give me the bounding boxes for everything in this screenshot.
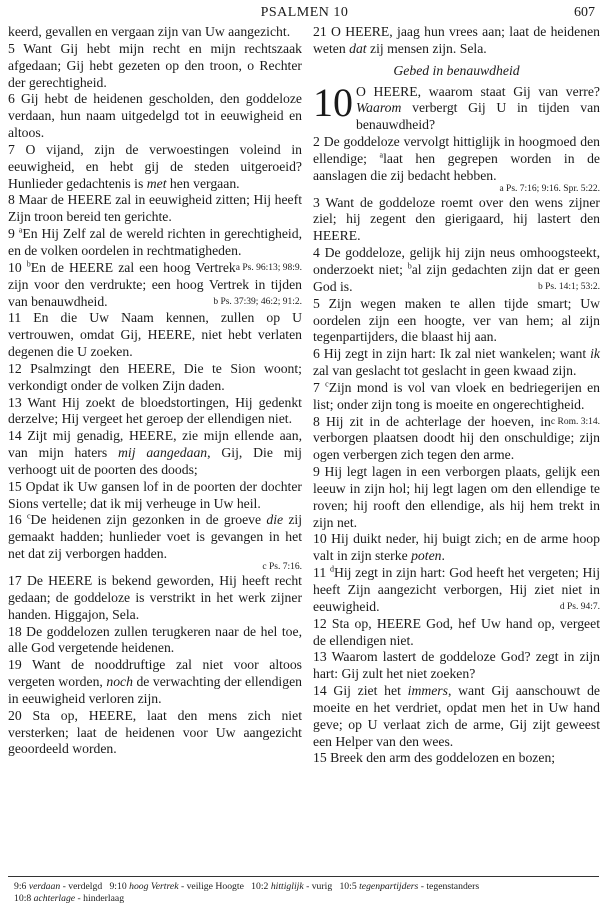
page-header (14, 5, 595, 25)
verse-9-7: 7 O vijand, zijn de verwoestingen voleind in eeuwigheid, en hebt gij de steden uitgeroeid? Hunlieder gedachtenis is met hen vergaan. (8, 141, 302, 191)
cross-reference: b Ps. 37:39; 46:2; 91:2. (213, 296, 302, 307)
footnote-divider (8, 876, 599, 877)
left-column (8, 24, 302, 758)
verse-9-18: 18 De goddelozen zullen terugkeren naar de hel toe, alle God vergetende heidenen. (8, 623, 302, 656)
chapter-title: PSALMEN 10 (260, 5, 349, 20)
verse-10-11: 11 $^d$Hij zegt in zijn hart: God heeft het vergeten; Hij heeft Zijn aangezicht verborgen, Hij ziet niet in eeuwigheid. d Ps. 94:7. (313, 564, 600, 614)
footnote: 9:6 verdaan - verdelgd (14, 881, 103, 892)
footnotes (14, 881, 599, 905)
verse-9-20: 20 Sta op, HEERE, laat den mens zich niet versterken; laat de heidenen voor Uw aangezicht geoordeeld worden. (8, 707, 302, 757)
verse-10-4: 4 De goddeloze, gelijk hij zijn neus omhoogsteekt, onderzoekt niet; $^b$al zijn gedachten zijn dat er geen God is. b Ps. 14:1; 53:2. (313, 245, 600, 294)
verse-9-21: 21 O HEERE, jaag hun vrees aan; laat de heidenen weten dat zij mensen zijn. Sela. (313, 24, 600, 56)
cross-reference: a Ps. 7:16; 9:16. Spr. 5:22. (499, 183, 600, 194)
verse-10-9: 9 Hij legt lagen in een verborgen plaats, gelijk een leeuw in zijn hol; hij legt lagen om den ellendige te roven; hij rooft den ellendige, als hij hem trekt in zijn net. (313, 464, 600, 530)
verse-10-10: 10 Hij duikt neder, hij buigt zich; en de arme hoop valt in zijn sterke poten. (313, 531, 600, 564)
verse-9-15: 15 Opdat ik Uw gansen lof in de poorten der dochter Sions vertelle; dat ik mij verheuge in Uw heil. (8, 478, 302, 511)
verse-9-8: 8 Maar de HEERE zal in eeuwigheid zitten; Hij heeft Zijn troon bereid ten gerichte. (8, 192, 302, 225)
verse-10-7: 7 $^c$Zijn mond is vol van vloek en bedriegerijen en list; onder zijn tong is moeite en ongerechtigheid. c Rom. 3:14. (313, 380, 600, 414)
verse-10-6: 6 Hij zegt in zijn hart: Ik zal niet wankelen; want ik zal van geslacht tot geslacht in geen kwaad zijn. (313, 346, 600, 379)
cross-reference: a Ps. 96:13; 98:9. (235, 262, 302, 273)
cross-reference: c Rom. 3:14. (550, 416, 600, 427)
verse-9-5: 5 Want Gij hebt mijn recht en mijn rechtszaak afgedaan; Gij hebt gezeten op den troon, o Rechter der gerechtigheid. (8, 40, 302, 90)
footnote: 10:5 tegenpartijders - tegenstanders (339, 881, 480, 892)
verse-10-13: 13 Waarom lastert de goddeloze God? zegt in zijn hart: Gij zult het niet zoeken? (313, 649, 600, 682)
page-number: 607 (574, 5, 595, 20)
verse-9-19: 19 Want de nooddruftige zal niet voor altoos vergeten worden, noch de verwachting der ellendigen in eeuwigheid verloren zijn. (8, 657, 302, 706)
verse-9-6: 6 Gij hebt de heidenen gescholden, den goddeloze verdaan, hun naam uitgedelgd tot in eeuwigheid en altoos. (8, 91, 302, 141)
verse-10-8: 8 Hij zit in de achterlage der hoeven, in verborgen plaatsen doodt hij den onschuldige; zijn ogen verbergen zich tegen den arme. (313, 413, 600, 463)
verse-10-5: 5 Zijn wegen maken te allen tijde smart; Uw oordelen zijn een hoogte, ver van hem; al zijn tegenpartijders, die blaast hij aan. (313, 295, 600, 345)
footnote: 9:10 hoog Vertrek - veilige Hoogte (109, 881, 244, 892)
verse-10-14: 14 Gij ziet het immers, want Gij aanschouwt de moeite en het verdriet, opdat men het in Uw hand geve; op U verlaat zich de arme, Gij zijt geweest een Helper van den wees. (313, 683, 600, 749)
verse-10-3: 3 Want de goddeloze roemt over den wens zijner ziel; hij zegent den gierigaard, hij lastert den HEERE. (313, 194, 600, 244)
verse-9-17: 17 De HEERE is bekend geworden, Hij heeft recht gedaan; de goddeloze is verstrikt in het werk zijner handen. Higgajon, Sela. (8, 573, 302, 622)
footnote: 10:8 achterlage - hinderlaag (14, 893, 125, 904)
section-heading: Gebed in benauwdheid (393, 62, 520, 78)
verse-10-1: 10 O HEERE, waarom staat Gij van verre? Waarom verbergt Gij U in tijden van benauwdheid? (313, 79, 600, 133)
chapter-drop-cap: 10 (313, 79, 353, 125)
verse-9-16: 16 $^c$De heidenen zijn gezonken in de groeve die zij gemaakt hadden; hunlieder voet is gevangen in het net dat zij verborgen hadden. (8, 511, 303, 562)
verse-9-13: 13 Want Hij zoekt de bloedstortingen, Hij gedenkt derzelve; Hij vergeet het geroep der ellendigen niet. (8, 394, 302, 427)
verse-9-9: 9 $^a$En Hij Zelf zal de wereld richten in gerechtigheid, en de volken oordelen in rechtmatigheden. a Ps. 96:13; 98:9. (8, 226, 302, 260)
right-column (313, 24, 600, 767)
verse-9-11: 11 En die Uw Naam kennen, zullen op U vertrouwen, omdat Gij, HEERE, niet hebt verlaten degenen die U zoeken. (8, 310, 302, 360)
verse-10-2: 2 De goddeloze vervolgt hittiglijk in hoogmoed den ellendige; $^a$laat hen gegrepen worden in de aanslagen die zij bedacht hebben. (313, 134, 600, 183)
cross-reference: b Ps. 14:1; 53:2. (537, 281, 600, 292)
verse-10-12: 12 Sta op, HEERE God, hef Uw hand op, vergeet de ellendigen niet. (313, 615, 600, 648)
verse-9-10: 10 $^b$En de HEERE zal een hoog Vertrek zijn voor den verdrukte; een hoog Vertrek in tijden van benauwdheid. b Ps. 37:39; 46:2; 91:2. (8, 259, 302, 309)
verse-9-12: 12 Psalmzingt den HEERE, Die te Sion woont; verkondigt onder de volken Zijn daden. (8, 360, 302, 393)
cross-reference: c Ps. 7:16. (262, 562, 302, 572)
verse-9-4-continuation: keerd, gevallen en vergaan zijn van Uw aangezicht. (8, 24, 291, 39)
verse-10-15: 15 Breek den arm des goddelozen en bozen; (313, 750, 556, 766)
footnote: 10:2 hittiglijk - vurig (251, 881, 333, 892)
cross-reference: d Ps. 94:7. (559, 601, 600, 612)
verse-9-14: 14 Zijt mij genadig, HEERE, zie mijn ellende aan, van mijn haters mij aangedaan, Gij, Die mij verhoogt uit de poorten des doods; (8, 428, 302, 477)
